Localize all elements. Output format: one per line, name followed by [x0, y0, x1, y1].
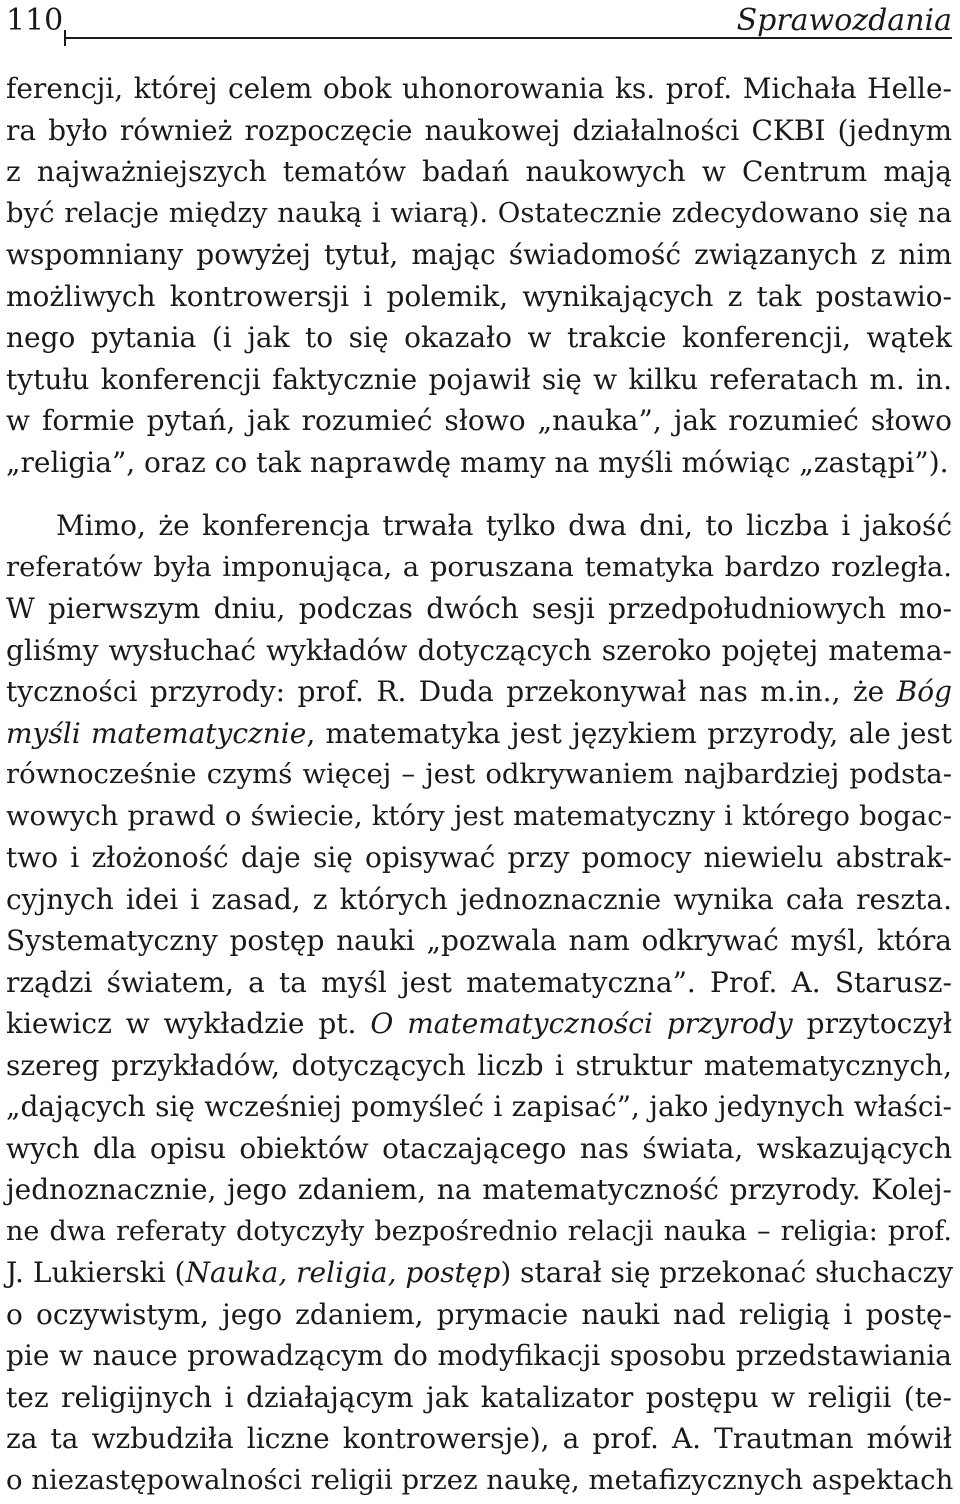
running-head: Sprawozdania [736, 3, 952, 38]
text-segment: „religia”, oraz co tak naprawdę mamy na myśli mówiąc „zastąpi”). [6, 445, 949, 479]
text-segment: o oczywistym, jego zdaniem, prymacie nauki nad religią i postę- [6, 1297, 952, 1331]
text-line [6, 1169, 952, 1211]
text-line [6, 1377, 952, 1419]
text-segment: ne dwa referaty dotyczyły bezpośrednio relacji nauka – religia: prof. [6, 1215, 952, 1247]
italic-title: O matematyczności przyrody [370, 1007, 793, 1040]
italic-title: Bóg [896, 675, 952, 708]
text-line [6, 1252, 952, 1294]
text-line [6, 110, 952, 152]
text-segment: tyczności przyrody: prof. R. Duda przekonywał nas m.in., że [6, 675, 897, 708]
text-segment: przytoczył [792, 1007, 952, 1040]
text-segment: jednoznacznie, jego zdaniem, na matematyczność przyrody. Kolej- [6, 1173, 952, 1206]
page-number: 110 [6, 3, 64, 38]
text-line [6, 68, 952, 110]
text-line [6, 151, 952, 193]
text-segment: Mimo, że konferencja trwała tylko dwa dni, to liczba i jakość [56, 509, 952, 542]
text-segment: , matematyka jest językiem przyrody, ale jest [306, 716, 953, 750]
text-segment: tytułu konferencji faktycznie pojawił się w kilku referatach m. in. [6, 362, 952, 396]
text-segment: „dających się wcześniej pomyśleć i zapisać”, jako jedynych właści- [6, 1090, 952, 1123]
text-line [6, 837, 952, 879]
text-line [6, 505, 952, 547]
text-segment: J. Lukierski ( [6, 1256, 186, 1289]
text-segment: referatów była imponująca, a poruszana tematyka bardzo rozległa. [6, 550, 952, 583]
text-segment: szereg przykładów, dotyczących liczb i struktur matematycznych, [6, 1048, 952, 1082]
text-line [6, 317, 952, 359]
text-line [6, 234, 952, 276]
text-segment: równocześnie czymś więcej – jest odkrywaniem najbardziej podsta- [6, 758, 952, 790]
body-text [6, 68, 952, 1501]
text-line [6, 920, 952, 962]
text-line [6, 359, 952, 401]
text-line [6, 547, 952, 589]
text-segment: w formie pytań, jak rozumieć słowo „nauka”, jak rozumieć słowo [6, 404, 952, 437]
text-line [6, 671, 952, 713]
text-segment: cyjnych idei i zasad, z których jednoznacznie wynika cała reszta. [6, 882, 952, 916]
text-segment: możliwych kontrowersji i polemik, wynikających z tak postawio- [6, 279, 952, 313]
text-line [6, 400, 952, 442]
page-header [6, 0, 952, 46]
text-segment: być relacje między nauką i wiarą). Ostatecznie zdecydowano się na [6, 196, 952, 229]
text-segment: ) starał się przekonać słuchaczy [500, 1256, 954, 1289]
text-line [6, 276, 952, 318]
text-line [6, 442, 952, 484]
text-line [6, 1335, 952, 1377]
text-segment: ra było również rozpoczęcie naukowej działalności CKBI (jednym [6, 113, 952, 147]
text-line [6, 1003, 952, 1045]
text-line [6, 1211, 952, 1253]
text-segment: tez religijnych i działającym jak katalizator postępu w religii (te- [6, 1380, 952, 1414]
italic-title: myśli matematycznie [6, 716, 307, 750]
text-line [6, 1086, 952, 1128]
text-line [6, 796, 952, 838]
text-line [6, 1045, 952, 1087]
text-segment: kiewicz w wykładzie pt. [6, 1007, 371, 1040]
text-segment: za ta wzbudziła liczne kontrowersje), a prof. A. Trautman mówił [6, 1422, 952, 1455]
paragraph [6, 68, 952, 483]
text-line [6, 193, 952, 235]
text-segment: pie w nauce prowadzącym do modyfikacji sposobu przedstawiania [6, 1339, 952, 1372]
text-segment: W pierwszym dniu, podczas dwóch sesji przedpołudniowych mo- [6, 592, 952, 625]
text-segment: wspomniany powyżej tytuł, mając świadomość związanych z nim [6, 238, 952, 271]
text-segment: wowych prawd o świecie, który jest matematyczny i którego bogac- [6, 799, 952, 832]
text-segment: ferencji, której celem obok uhonorowania ks. prof. Michała Helle- [6, 72, 952, 105]
text-line [6, 713, 952, 755]
text-segment: Systematyczny postęp nauki „pozwala nam odkrywać myśl, która [6, 924, 952, 957]
text-segment: wych dla opisu obiektów otaczającego nas świata, wskazujących [6, 1131, 952, 1165]
text-segment: z najważniejszych tematów badań naukowych w Centrum mają [6, 155, 952, 188]
text-line [6, 962, 952, 1004]
text-line [6, 630, 952, 672]
paragraph [6, 505, 952, 1501]
text-segment: o niezastępowalności religii przez naukę, metafizycznych aspektach [6, 1463, 954, 1496]
text-line [6, 1128, 952, 1170]
text-line [6, 1294, 952, 1336]
text-segment: rządzi światem, a ta myśl jest matematyczna”. Prof. A. Starusz- [6, 965, 952, 999]
text-line [6, 1418, 952, 1460]
text-line [6, 588, 952, 630]
text-segment: two i złożoność daje się opisywać przy pomocy niewielu abstrak- [6, 841, 952, 874]
text-segment: nego pytania (i jak to się okazało w trakcie konferencji, wątek [6, 321, 952, 354]
text-line [6, 879, 952, 921]
text-line [6, 754, 952, 796]
italic-title: Nauka, religia, postęp [185, 1256, 501, 1289]
paragraph-gap [6, 483, 952, 505]
text-line [6, 1460, 952, 1502]
text-segment: gliśmy wysłuchać wykładów dotyczących szeroko pojętej matema- [6, 633, 952, 667]
